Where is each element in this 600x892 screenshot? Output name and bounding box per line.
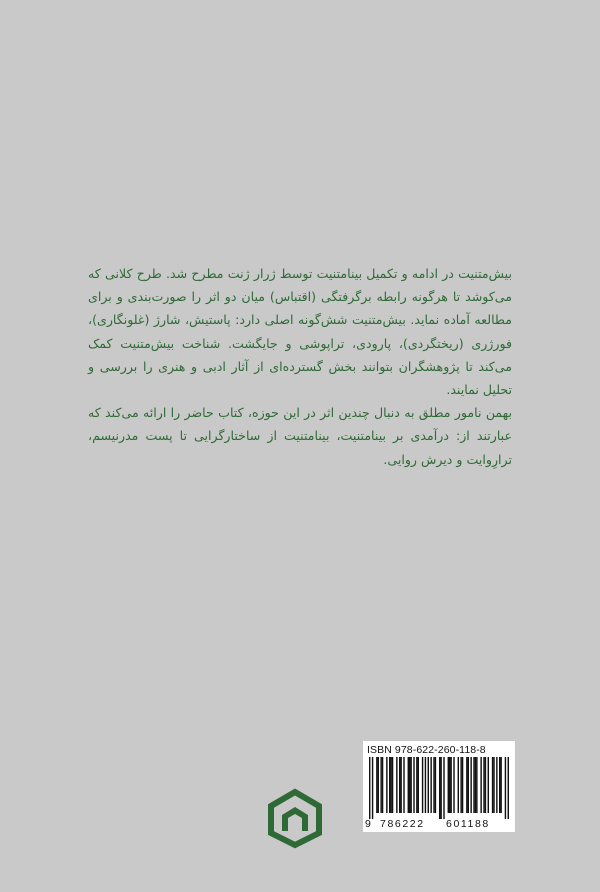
barcode-bar [468,757,469,813]
barcode-bar [435,757,436,813]
barcode-bar [403,757,404,813]
barcode-bar [440,757,441,819]
barcode-bar [466,757,467,813]
barcode-bar [448,757,449,813]
barcode-bar [392,757,393,813]
blurb-paragraph-2: بهمن نامور مطلق به دنبال چندین اثر در این حوزه، کتاب حاضر را ارائه می‌کند که عبارتند از: درآمدی بر بینامتنیت، بینامتنیت از ساختارگرایی تا پست مدرنیسم، ترارِوایت و دیرش روایی. [88,405,512,467]
barcode-bar [475,757,476,813]
barcode-bar [485,757,486,813]
barcode-bar [418,757,419,813]
barcode-bar [386,757,387,813]
barcode-bar [380,757,381,813]
blurb-paragraph-1: بیش‌متنیت در ادامه و تکمیل بینامتنیت توسط ژرار ژنت مطرح شد. طرح کلانی که می‌کوشد تا هرگونه رابطه برگرفتگی (اقتباس) میان دو اثر را صورت‌بندی و برای مطالعه آماده نماید. بیش‌متنیت شش‌گونه اصلی دارد: پاستیش، شارژ (غلونگاری)، فورژری (ریختگردی)، پارودی، تراپوشی و جایگشت. شناخت بیش‌متنیت کمک می‌کند تا پژوهشگران بتوانند بخش گسترده‌ای از آثار ادبی و هنری را بررسی و تحلیل نمایند. [88,266,512,398]
barcode-bar [372,757,373,819]
barcode-bar [470,757,471,813]
barcode-bar [396,757,397,813]
barcode-bars [367,757,511,819]
barcode-bar [389,757,390,813]
barcode-bar [376,757,377,813]
barcode-bar [505,757,506,819]
barcode-bar [480,757,481,813]
barcode-bar [460,757,461,813]
barcode-bar [410,757,411,813]
barcode-bar [400,757,401,813]
isbn-barcode [363,741,515,832]
barcode-bar [413,757,414,813]
barcode-digit-lead: 9 [365,818,373,830]
barcode-bar [430,757,431,813]
barcode-bar [476,757,477,813]
barcode-bar [390,757,391,813]
barcode-bar [453,757,454,813]
barcode-bar [399,757,400,813]
barcode-bar [369,757,370,819]
barcode-bar [428,757,429,813]
barcode-bar [443,757,444,819]
barcode-bar [422,757,423,813]
barcode-bar [378,757,379,813]
barcode-bar [439,757,440,819]
barcode-bar [488,757,489,813]
barcode-digits-left: 786222 [380,818,425,830]
barcode-bar [483,757,484,813]
barcode-bar [496,757,497,813]
barcode-bar [409,757,410,813]
barcode-bar [416,757,417,813]
barcode-bar [408,757,409,813]
barcode-bar [492,757,493,813]
barcode-bar [473,757,474,813]
barcode-bar [425,757,426,813]
barcode-bar [499,757,500,813]
barcode-bar [462,757,463,813]
barcode-digits-right: 601188 [446,818,490,830]
barcode-bar [508,757,509,819]
barcode-bar [382,757,383,813]
barcode-bar [450,757,451,813]
barcode-bar [449,757,450,813]
publisher-logo-icon [264,787,326,849]
barcode-bar [493,757,494,813]
isbn-label: ISBN 978-622-260-118-8 [367,744,486,756]
book-blurb [88,262,512,471]
barcode-bar [500,757,501,813]
barcode-bar [458,757,459,813]
barcode-bar [433,757,434,813]
